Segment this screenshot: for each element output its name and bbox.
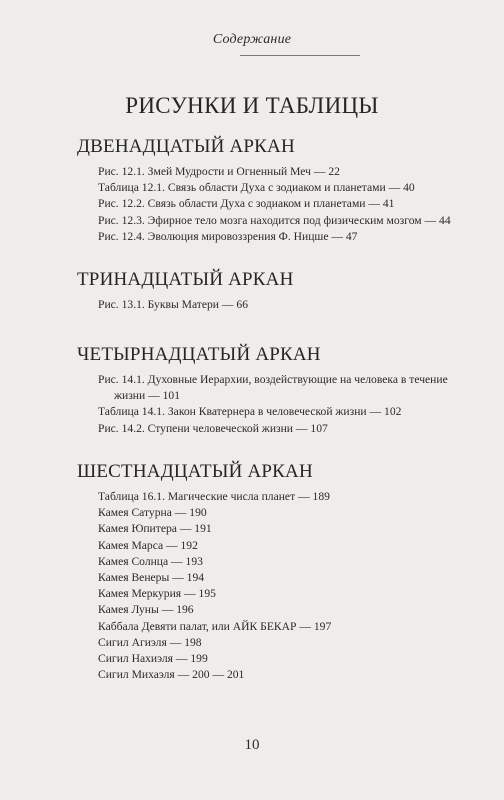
list-item: Рис. 12.3. Эфирное тело мозга находится под физическим мозгом — 44 (98, 213, 451, 227)
list-item: Рис. 13.1. Буквы Матери — 66 (98, 298, 248, 311)
list-item: Камея Меркурия — 195 (98, 587, 216, 601)
list-item: Таблица 14.1. Закон Кватернера в человеческой жизни — 102 (98, 405, 402, 419)
section-sixteenth-arcanum (77, 460, 504, 683)
list-item: Рис. 12.4. Эволюция мировоззрения Ф. Ницше — 47 (98, 229, 358, 243)
section-title: ЧЕТЫРНАДЦАТЫЙ АРКАН (77, 344, 321, 365)
section-thirteenth-arcanum (77, 268, 504, 313)
section-twelfth-arcanum (77, 135, 504, 245)
list-item: Рис. 12.2. Связь области Духа с зодиаком и планетами — 41 (98, 197, 395, 211)
section-title: ТРИНАДЦАТЫЙ АРКАН (77, 269, 294, 290)
section-title: ШЕСТНАДЦАТЫЙ АРКАН (77, 461, 313, 482)
section-title: ДВЕНАДЦАТЫЙ АРКАН (77, 136, 295, 157)
list-item: Камея Луны — 196 (98, 603, 194, 617)
list-item: Камея Марса — 192 (98, 538, 198, 552)
list-item: Камея Сатурна — 190 (98, 506, 207, 520)
section-fourteenth-arcanum (77, 343, 504, 437)
running-header (0, 30, 504, 48)
list-item: Рис. 12.1. Змей Мудрости и Огненный Меч — 22 (98, 165, 340, 178)
section-items (77, 164, 504, 245)
section-items (77, 489, 504, 683)
header-underline (240, 55, 360, 56)
list-item: Камея Венеры — 194 (98, 571, 205, 585)
list-item: Сигил Агиэля — 198 (98, 635, 202, 649)
list-item: Сигил Нахиэля — 199 (98, 652, 208, 666)
list-item: Таблица 16.1. Магические числа планет — 189 (98, 490, 330, 503)
list-item: Рис. 14.2. Ступени человеческой жизни — 107 (98, 421, 328, 435)
list-item: Рис. 14.1. Духовные Иерархии, воздействующие на человека в течение (98, 373, 448, 386)
list-item: Сигил Михаэля — 200 — 201 (98, 668, 245, 682)
list-item: Таблица 12.1. Связь области Духа с зодиаком и планетами — 40 (98, 181, 415, 195)
list-item-continuation: жизни — 101 (114, 389, 180, 403)
list-item: Камея Солнца — 193 (98, 554, 203, 568)
list-item: Каббала Девяти палат, или АЙК БЕКАР — 197 (98, 619, 332, 633)
running-header-title: Содержание (212, 32, 292, 47)
page-title: РИСУНКИ И ТАБЛИЦЫ (125, 93, 379, 118)
page-number: 10 (244, 737, 260, 753)
section-items (77, 297, 504, 313)
section-items (77, 372, 504, 437)
list-item: Камея Юпитера — 191 (98, 522, 212, 536)
